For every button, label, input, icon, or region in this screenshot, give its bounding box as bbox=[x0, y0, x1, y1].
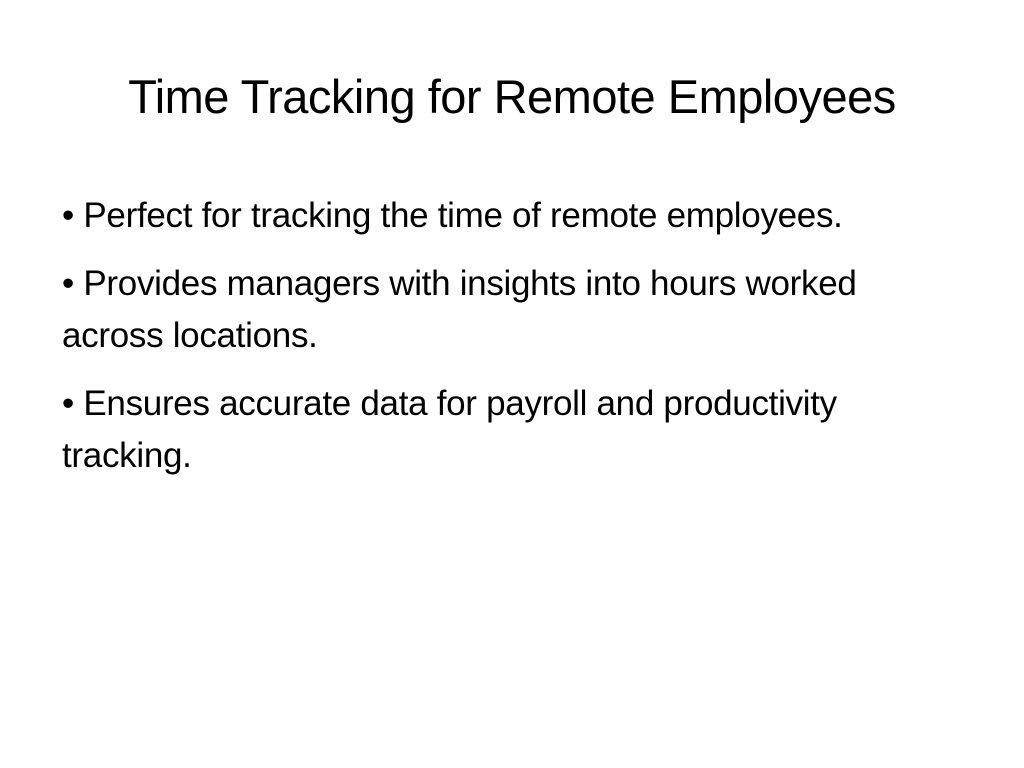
bullet-item: • Perfect for tracking the time of remote employees. bbox=[62, 196, 843, 235]
bullet-item: • Ensures accurate data for payroll and productivity tracking. bbox=[62, 384, 837, 475]
bullet-list bbox=[62, 190, 942, 498]
bullet-item: • Provides managers with insights into hours worked across locations. bbox=[62, 264, 857, 355]
slide-title: Time Tracking for Remote Employees bbox=[128, 70, 896, 123]
